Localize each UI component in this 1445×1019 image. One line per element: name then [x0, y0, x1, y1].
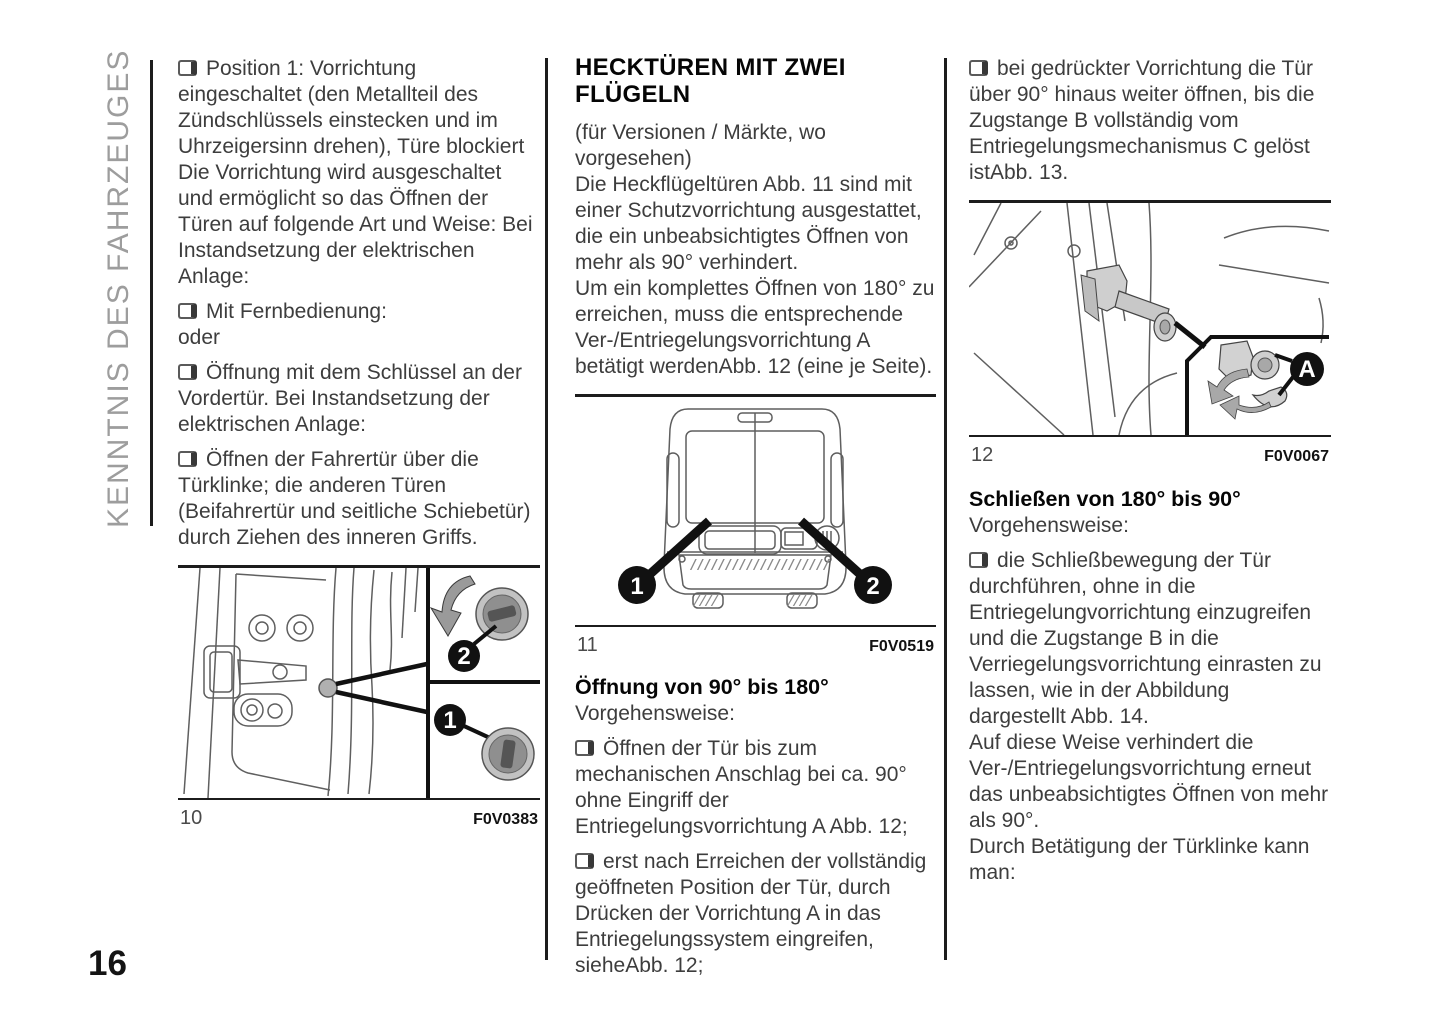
- column-divider: [944, 58, 947, 960]
- column-3: [969, 56, 1331, 886]
- list-bullet-icon: [969, 552, 988, 568]
- paragraph: [178, 160, 540, 290]
- list-bullet-icon: [178, 303, 197, 319]
- chapter-sidebar-label: KENNTNIS DES FAHRZEUGES: [102, 48, 135, 528]
- figure-12: [969, 200, 1331, 470]
- list-bullet-icon: [178, 364, 197, 380]
- figure-12-door-check-illustration: [969, 203, 1331, 435]
- paragraph-text: bei gedrückter Vorrichtung die Tür über 90° hinaus weiter öffnen, bis die Zugstange B vollständig vom Entriegelungsmechanismus C gelöst istAbb. 13.: [969, 57, 1315, 184]
- figure-10-callout-1: 1: [443, 706, 457, 734]
- section-heading: HECKTÜREN MIT ZWEI FLÜGELN: [575, 54, 846, 108]
- paragraph-text: Position 1: Vorrichtung eingeschaltet (den Metallteil des Zündschlüssels einstecken und im Uhrzeigersinn drehen), Türe blockiert: [178, 57, 525, 158]
- figure-12-callout-a: A: [1298, 355, 1316, 383]
- sub-heading: Öffnung von 90° bis 180°: [575, 675, 829, 699]
- figure-number: 11: [577, 634, 598, 656]
- list-bullet-icon: [178, 451, 197, 467]
- list-bullet-icon: [969, 60, 988, 76]
- figure-10-callout-2: 2: [457, 642, 471, 670]
- figure-number: 12: [971, 444, 994, 466]
- figure-11-van-rear-illustration: [575, 397, 936, 625]
- figure-code: F0V0519: [869, 638, 934, 655]
- paragraph-text: Öffnen der Tür bis zum mechanischen Anschlag bei ca. 90° ohne Eingriff der Entriegelungsvorrichtung A Abb. 12;: [575, 737, 908, 838]
- figure-caption: [575, 627, 936, 660]
- paragraph: [178, 360, 540, 438]
- paragraph: Um ein komplettes Öffnen von 180° zu erreichen, muss die entsprechende Ver-/Entriegelungsvorrichtung A betätigt werdenAbb. 12 (eine je Seite).: [575, 277, 935, 378]
- column-2: [575, 54, 936, 979]
- list-bullet-icon: [178, 60, 197, 76]
- paragraph-text: Öffnung mit dem Schlüssel an der Vordertür. Bei Instandsetzung der elektrischen Anlage:: [178, 361, 522, 436]
- list-bullet-icon: [575, 853, 594, 869]
- paragraph: Vorgehensweise:: [575, 702, 735, 725]
- figure-11: [575, 394, 936, 660]
- sidebar-rule: [150, 60, 153, 526]
- paragraph: [575, 736, 936, 840]
- paragraph-text: die Schließbewegung der Tür durchführen, ohne in die Entriegelungvorrichtung einzugreifen und die Zugstange B in die Verriegelungsvorrichtung einrasten zu lassen, wie in der Abbildung dargestellt Abb. 14.: [969, 549, 1322, 728]
- paragraph: (für Versionen / Märkte, wo vorgesehen): [575, 121, 826, 170]
- paragraph-text: Öffnen der Fahrertür über die Türklinke; die anderen Türen (Beifahrertür und seitliche Schiebetür) durch Ziehen des inneren Griffs.: [178, 448, 531, 549]
- paragraph-text: erst nach Erreichen der vollständig geöffneten Position der Tür, durch Drücken der Vorrichtung A in das Entriegelungssystem eingreifen, sieheAbb. 12;: [575, 850, 927, 977]
- paragraph: [969, 56, 1331, 186]
- figure-10: [178, 565, 540, 833]
- paragraph-text: Mit Fernbedienung:: [206, 300, 387, 323]
- paragraph: Durch Betätigung der Türklinke kann man:: [969, 835, 1310, 884]
- paragraph: [178, 447, 540, 551]
- figure-number: 10: [180, 807, 203, 829]
- figure-code: F0V0067: [1264, 448, 1329, 465]
- column-divider: [545, 58, 548, 960]
- figure-10-door-lock-illustration: [178, 568, 540, 798]
- figure-11-callout-2: 2: [866, 572, 880, 600]
- figure-11-callout-1: 1: [630, 572, 644, 600]
- figure-code: F0V0383: [473, 811, 538, 828]
- paragraph: Vorgehensweise:: [969, 514, 1129, 537]
- figure-caption: [969, 437, 1331, 470]
- paragraph: [575, 849, 936, 979]
- paragraph: [178, 325, 540, 351]
- column-1: [178, 56, 540, 833]
- paragraph: [178, 299, 540, 325]
- paragraph-text: oder: [178, 326, 221, 349]
- list-bullet-icon: [575, 740, 594, 756]
- sub-heading: Schließen von 180° bis 90°: [969, 487, 1241, 511]
- paragraph: [178, 56, 540, 160]
- paragraph: Auf diese Weise verhindert die Ver-/Entriegelungsvorrichtung erneut das unbeabsichtigtes Öffnen von mehr als 90°.: [969, 731, 1329, 832]
- figure-caption: [178, 800, 540, 833]
- page-number: 16: [88, 944, 127, 983]
- paragraph: [969, 548, 1331, 730]
- paragraph-text: Die Vorrichtung wird ausgeschaltet und ermöglicht so das Öffnen der Türen auf folgende Art und Weise: Bei Instandsetzung der elektrischen Anlage:: [178, 161, 533, 288]
- paragraph: Die Heckflügeltüren Abb. 11 sind mit einer Schutzvorrichtung ausgestattet, die ein unbeabsichtigtes Öffnen von mehr als 90° verhindert.: [575, 173, 922, 274]
